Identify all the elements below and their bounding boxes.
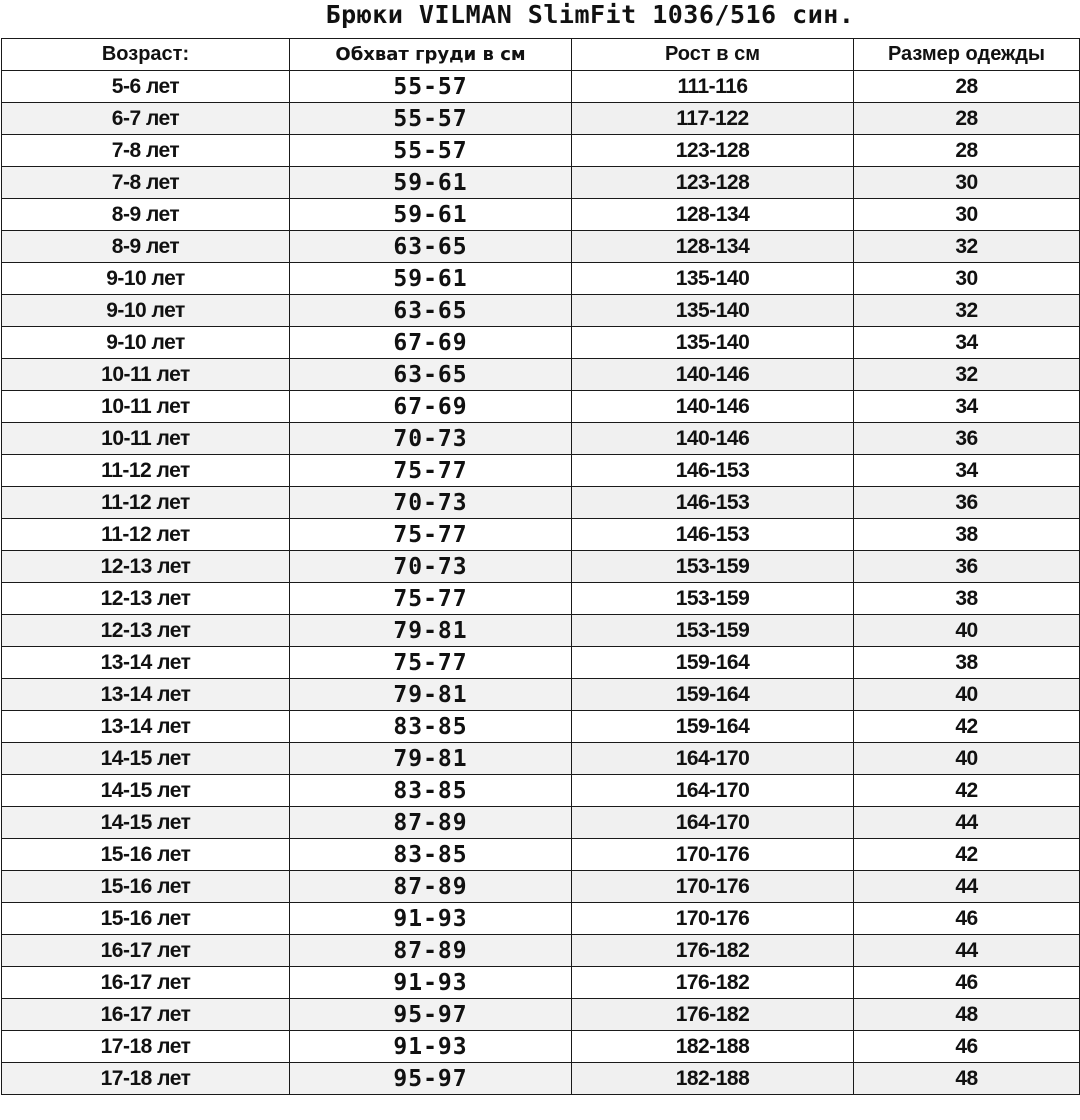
height-cell: 153-159: [572, 551, 854, 583]
size-cell: 46: [854, 967, 1080, 999]
table-row: [2, 807, 1080, 839]
table-row: [2, 423, 1080, 455]
chest-cell: 91-93: [290, 1031, 572, 1063]
height-cell: 164-170: [572, 743, 854, 775]
size-cell: 40: [854, 615, 1080, 647]
height-cell: 182-188: [572, 1063, 854, 1095]
table-row: [2, 743, 1080, 775]
table-row: [2, 327, 1080, 359]
size-cell: 44: [854, 935, 1080, 967]
age-cell: 10-11 лет: [2, 391, 290, 423]
age-cell: 15-16 лет: [2, 871, 290, 903]
size-cell: 46: [854, 1031, 1080, 1063]
chest-cell: 79-81: [290, 743, 572, 775]
size-cell: 32: [854, 359, 1080, 391]
age-cell: 11-12 лет: [2, 455, 290, 487]
height-cell: 182-188: [572, 1031, 854, 1063]
age-cell: 16-17 лет: [2, 935, 290, 967]
age-cell: 6-7 лет: [2, 103, 290, 135]
age-cell: 17-18 лет: [2, 1063, 290, 1095]
table-row: [2, 967, 1080, 999]
height-cell: 128-134: [572, 199, 854, 231]
height-cell: 140-146: [572, 391, 854, 423]
table-row: [2, 135, 1080, 167]
size-chart-table: [1, 38, 1080, 1095]
table-row: [2, 391, 1080, 423]
age-cell: 11-12 лет: [2, 519, 290, 551]
chest-cell: 75-77: [290, 455, 572, 487]
table-row: [2, 199, 1080, 231]
column-header-age: Возраст:: [2, 39, 290, 71]
height-cell: 170-176: [572, 839, 854, 871]
age-cell: 14-15 лет: [2, 743, 290, 775]
chest-cell: 75-77: [290, 647, 572, 679]
table-row: [2, 71, 1080, 103]
column-header-chest: Обхват груди в см: [290, 39, 572, 71]
size-cell: 38: [854, 647, 1080, 679]
chest-cell: 79-81: [290, 615, 572, 647]
age-cell: 10-11 лет: [2, 359, 290, 391]
table-row: [2, 487, 1080, 519]
chest-cell: 63-65: [290, 231, 572, 263]
height-cell: 159-164: [572, 711, 854, 743]
height-cell: 140-146: [572, 423, 854, 455]
size-cell: 28: [854, 71, 1080, 103]
size-cell: 34: [854, 327, 1080, 359]
size-cell: 30: [854, 199, 1080, 231]
size-cell: 30: [854, 263, 1080, 295]
height-cell: 123-128: [572, 135, 854, 167]
age-cell: 13-14 лет: [2, 647, 290, 679]
size-cell: 44: [854, 807, 1080, 839]
height-cell: 146-153: [572, 455, 854, 487]
size-cell: 42: [854, 775, 1080, 807]
age-cell: 12-13 лет: [2, 551, 290, 583]
chest-cell: 70-73: [290, 487, 572, 519]
table-row: [2, 359, 1080, 391]
height-cell: 128-134: [572, 231, 854, 263]
size-cell: 40: [854, 679, 1080, 711]
height-cell: 117-122: [572, 103, 854, 135]
age-cell: 14-15 лет: [2, 775, 290, 807]
chest-cell: 75-77: [290, 519, 572, 551]
column-header-size: Размер одежды: [854, 39, 1080, 71]
size-cell: 48: [854, 1063, 1080, 1095]
table-row: [2, 1031, 1080, 1063]
table-header-row: [2, 39, 1080, 71]
age-cell: 16-17 лет: [2, 967, 290, 999]
age-cell: 17-18 лет: [2, 1031, 290, 1063]
chest-cell: 59-61: [290, 263, 572, 295]
chest-cell: 75-77: [290, 583, 572, 615]
height-cell: 170-176: [572, 871, 854, 903]
age-cell: 7-8 лет: [2, 135, 290, 167]
age-cell: 11-12 лет: [2, 487, 290, 519]
size-cell: 36: [854, 487, 1080, 519]
table-row: [2, 455, 1080, 487]
size-cell: 32: [854, 295, 1080, 327]
table-row: [2, 711, 1080, 743]
table-row: [2, 295, 1080, 327]
table-row: [2, 263, 1080, 295]
chest-cell: 79-81: [290, 679, 572, 711]
table-row: [2, 1063, 1080, 1095]
height-cell: 135-140: [572, 263, 854, 295]
table-row: [2, 167, 1080, 199]
height-cell: 176-182: [572, 967, 854, 999]
page-title: Брюки VILMAN SlimFit 1036/516 син.: [325, 0, 855, 29]
size-cell: 42: [854, 711, 1080, 743]
table-row: [2, 775, 1080, 807]
chest-cell: 63-65: [290, 359, 572, 391]
age-cell: 7-8 лет: [2, 167, 290, 199]
table-row: [2, 519, 1080, 551]
chest-cell: 59-61: [290, 167, 572, 199]
size-cell: 46: [854, 903, 1080, 935]
size-cell: 44: [854, 871, 1080, 903]
chest-cell: 67-69: [290, 327, 572, 359]
size-cell: 40: [854, 743, 1080, 775]
table-row: [2, 839, 1080, 871]
age-cell: 9-10 лет: [2, 327, 290, 359]
table-row: [2, 999, 1080, 1031]
table-row: [2, 647, 1080, 679]
size-cell: 28: [854, 103, 1080, 135]
size-cell: 36: [854, 423, 1080, 455]
age-cell: 14-15 лет: [2, 807, 290, 839]
table-body: [2, 71, 1080, 1095]
chest-cell: 83-85: [290, 711, 572, 743]
height-cell: 164-170: [572, 807, 854, 839]
chest-cell: 59-61: [290, 199, 572, 231]
height-cell: 140-146: [572, 359, 854, 391]
chest-cell: 95-97: [290, 999, 572, 1031]
column-header-height: Рост в см: [572, 39, 854, 71]
age-cell: 5-6 лет: [2, 71, 290, 103]
chest-cell: 83-85: [290, 839, 572, 871]
chest-cell: 91-93: [290, 903, 572, 935]
size-cell: 28: [854, 135, 1080, 167]
table-row: [2, 551, 1080, 583]
size-cell: 48: [854, 999, 1080, 1031]
chest-cell: 55-57: [290, 103, 572, 135]
height-cell: 153-159: [572, 583, 854, 615]
table-row: [2, 231, 1080, 263]
chest-cell: 87-89: [290, 871, 572, 903]
size-cell: 32: [854, 231, 1080, 263]
chest-cell: 63-65: [290, 295, 572, 327]
table-row: [2, 679, 1080, 711]
size-cell: 34: [854, 455, 1080, 487]
chest-cell: 55-57: [290, 71, 572, 103]
height-cell: 170-176: [572, 903, 854, 935]
age-cell: 13-14 лет: [2, 679, 290, 711]
height-cell: 135-140: [572, 295, 854, 327]
height-cell: 123-128: [572, 167, 854, 199]
age-cell: 15-16 лет: [2, 903, 290, 935]
table-row: [2, 935, 1080, 967]
height-cell: 159-164: [572, 647, 854, 679]
age-cell: 15-16 лет: [2, 839, 290, 871]
chest-cell: 87-89: [290, 935, 572, 967]
height-cell: 153-159: [572, 615, 854, 647]
height-cell: 176-182: [572, 999, 854, 1031]
chest-cell: 55-57: [290, 135, 572, 167]
size-cell: 38: [854, 583, 1080, 615]
chest-cell: 91-93: [290, 967, 572, 999]
size-cell: 30: [854, 167, 1080, 199]
age-cell: 13-14 лет: [2, 711, 290, 743]
age-cell: 12-13 лет: [2, 583, 290, 615]
chest-cell: 70-73: [290, 551, 572, 583]
height-cell: 164-170: [572, 775, 854, 807]
height-cell: 146-153: [572, 487, 854, 519]
chest-cell: 83-85: [290, 775, 572, 807]
age-cell: 9-10 лет: [2, 295, 290, 327]
size-cell: 42: [854, 839, 1080, 871]
chest-cell: 67-69: [290, 391, 572, 423]
age-cell: 16-17 лет: [2, 999, 290, 1031]
table-row: [2, 103, 1080, 135]
height-cell: 146-153: [572, 519, 854, 551]
chest-cell: 70-73: [290, 423, 572, 455]
height-cell: 135-140: [572, 327, 854, 359]
size-cell: 36: [854, 551, 1080, 583]
table-row: [2, 583, 1080, 615]
age-cell: 8-9 лет: [2, 231, 290, 263]
age-cell: 8-9 лет: [2, 199, 290, 231]
age-cell: 12-13 лет: [2, 615, 290, 647]
chest-cell: 95-97: [290, 1063, 572, 1095]
table-row: [2, 615, 1080, 647]
table-row: [2, 903, 1080, 935]
table-row: [2, 871, 1080, 903]
age-cell: 9-10 лет: [2, 263, 290, 295]
height-cell: 176-182: [572, 935, 854, 967]
size-cell: 34: [854, 391, 1080, 423]
size-cell: 38: [854, 519, 1080, 551]
height-cell: 159-164: [572, 679, 854, 711]
age-cell: 10-11 лет: [2, 423, 290, 455]
chest-cell: 87-89: [290, 807, 572, 839]
height-cell: 111-116: [572, 71, 854, 103]
